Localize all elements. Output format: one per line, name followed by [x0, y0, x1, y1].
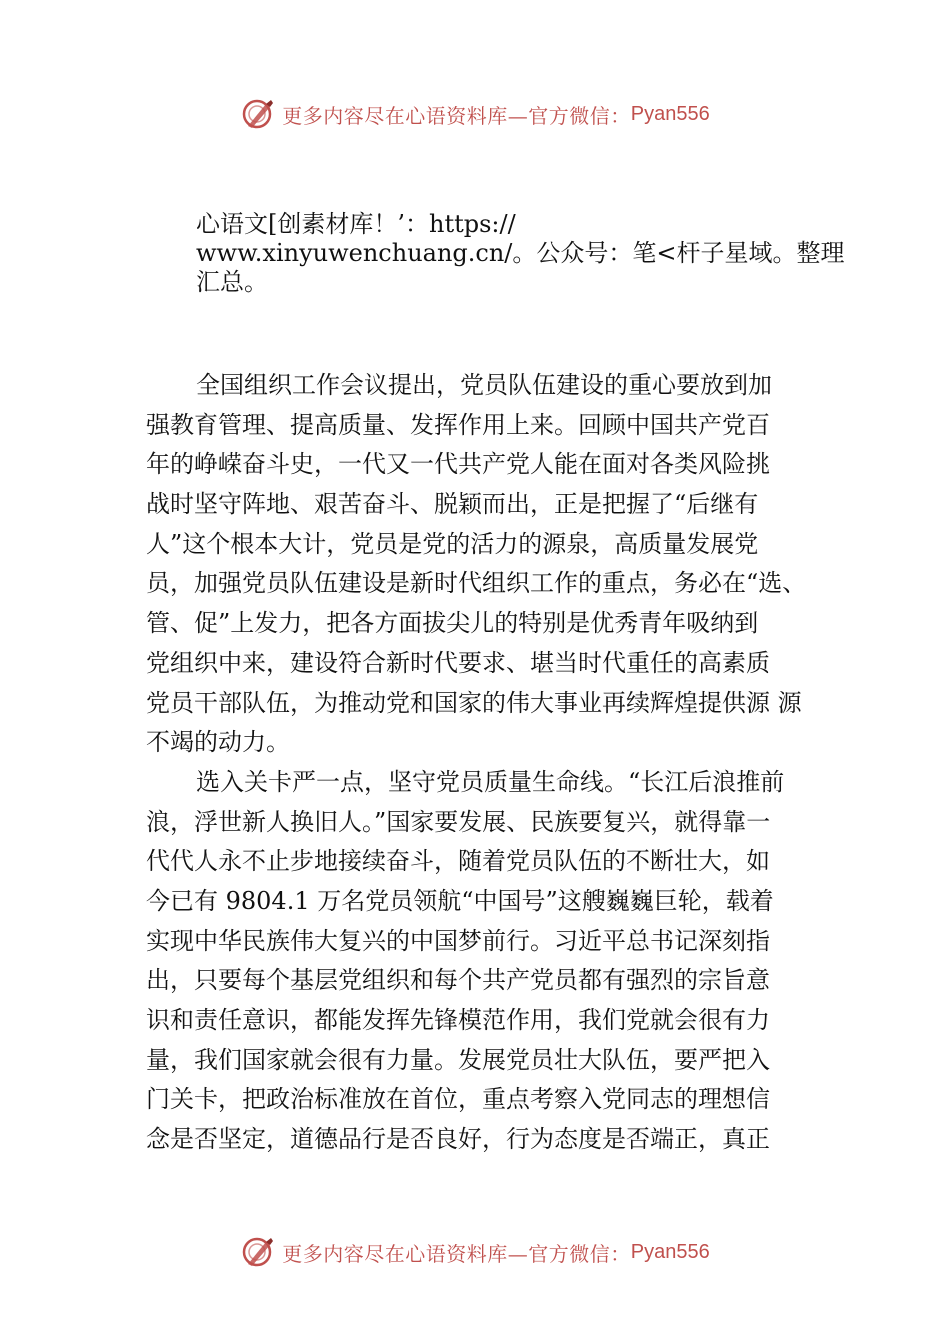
banner-text: 更多内容尽在心语资料库—官方微信：	[282, 1241, 631, 1266]
text-line: 实现中华民族伟大复兴的中国梦前行。习近平总书记深刻指	[146, 926, 770, 955]
text-line: 出，只要每个基层党组织和每个共产党员都有强烈的宗旨意	[146, 966, 770, 995]
text-line: 战时坚守阵地、艰苦奋斗、脱颖而出，正是把握了“后继有	[146, 490, 759, 519]
source-line: 汇总。	[196, 268, 268, 296]
banner-wechat-id: Pyan556	[630, 102, 710, 125]
text-line: 选入关卡严一点，坚守党员质量生命线。“长江后浪推前	[196, 767, 785, 796]
text-line: 年的峥嵘奋斗史，一代又一代共产党人能在面对各类风险挑	[146, 450, 770, 479]
banner-wechat-id: Pyan556	[630, 1240, 710, 1263]
text-line: 代代人永不止步地接续奋斗，随着党员队伍的不断壮大，如	[146, 847, 770, 876]
paragraph-1	[146, 366, 836, 763]
footer-banner	[0, 1232, 950, 1272]
text-line: 今已有 9804.1 万名党员领航“中国号”这艘巍巍巨轮，载着	[146, 886, 774, 915]
header-banner	[0, 94, 950, 134]
text-line: 党组织中来，建设符合新时代要求、堪当时代重任的高素质	[146, 648, 770, 677]
source-line: 心语文[创素材库！’：https://	[196, 210, 516, 238]
banner-text: 更多内容尽在心语资料库—官方微信：	[282, 103, 631, 128]
text-line: 浪，浮世新人换旧人。”国家要发展、民族要复兴，就得靠一	[146, 807, 771, 836]
text-line: 念是否坚定，道德品行是否良好，行为态度是否端正，真正	[146, 1125, 770, 1154]
text-line: 量，我们国家就会很有力量。发展党员壮大队伍，要严把入	[146, 1045, 770, 1074]
text-line: 识和责任意识，都能发挥先锋模范作用，我们党就会很有力	[146, 1006, 770, 1034]
text-line: 强教育管理、提高质量、发挥作用上来。回顾中国共产党百	[146, 410, 770, 439]
text-line: 不竭的动力。	[146, 728, 290, 757]
text-line: 门关卡，把政治标准放在首位，重点考察入党同志的理想信	[146, 1085, 770, 1114]
pen-logo-icon	[240, 1234, 276, 1270]
source-line: www.xinyuwenchuang.cn/。公众号：笔<杆子星域。整理	[196, 239, 845, 267]
source-note	[196, 210, 845, 297]
text-line: 党员干部队伍，为推动党和国家的伟大事业再续辉煌提供源 源	[146, 688, 802, 717]
article-body	[146, 366, 836, 1160]
text-line: 员，加强党员队伍建设是新时代组织工作的重点，务必在“选、	[146, 569, 807, 598]
pen-logo-icon	[240, 96, 276, 132]
text-line: 人”这个根本大计，党员是党的活力的源泉，高质量发展党	[146, 529, 759, 558]
text-line: 管、促”上发力，把各方面拔尖儿的特别是优秀青年吸纳到	[146, 609, 759, 638]
paragraph-2	[146, 763, 836, 1160]
text-line: 全国组织工作会议提出，党员队伍建设的重心要放到加	[196, 371, 772, 399]
